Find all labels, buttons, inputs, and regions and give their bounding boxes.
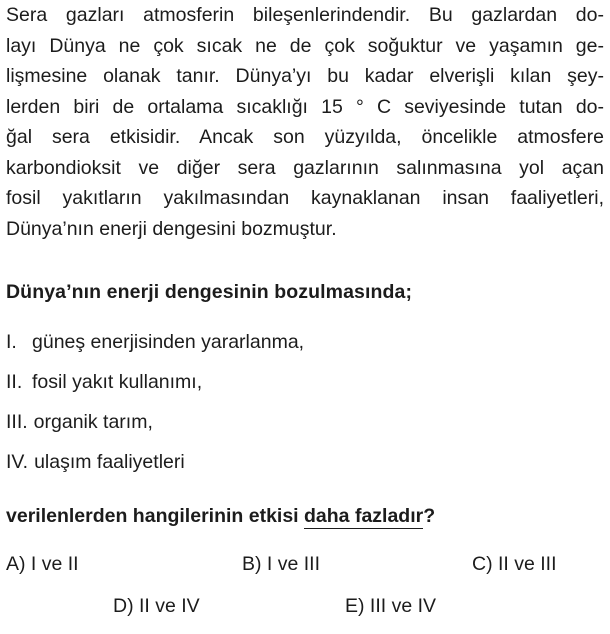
answer-choice-b[interactable]: B) I ve III: [242, 553, 321, 575]
item-number: IV.: [6, 451, 29, 473]
passage-line: layı Dünya ne çok sıcak ne de çok soğuktur ve yaşamın ge-: [6, 34, 604, 57]
passage-line: ğal sera etkisidir. Ancak son yüzyılda, öncelikle atmosfere: [6, 126, 604, 148]
passage-line: lişmesine olanak tanır. Dünya’yı bu kadar elverişli kılan şey-: [6, 65, 604, 87]
item-text: güneş enerjisinden yararlanma,: [32, 331, 305, 353]
item-number: II.: [6, 371, 23, 393]
stem-mark: ?: [423, 505, 436, 527]
stem-text: verilenlerden hangilerinin etkisi: [6, 505, 305, 527]
item-number: III.: [6, 411, 28, 433]
passage-line: lerden biri de ortalama sıcaklığı 15 ° C seviyesinde tutan do-: [6, 95, 604, 118]
answer-choice-c[interactable]: C) II ve III: [472, 553, 557, 575]
item-text: organik tarım,: [33, 411, 153, 433]
passage-line: fosil yakıtların yakılmasından kaynaklanan insan faaliyetleri,: [6, 187, 604, 209]
question-lead: Dünya’nın enerji dengesinin bozulmasında;: [6, 281, 413, 303]
list-item: [6, 451, 185, 474]
list-item: [6, 411, 153, 434]
passage-line: Dünya’nın enerji dengesini bozmuştur.: [6, 217, 337, 240]
question-stem: [6, 505, 435, 528]
answer-choice-d[interactable]: D) II ve IV: [113, 595, 200, 617]
answer-choice-a[interactable]: A) I ve II: [6, 553, 79, 575]
stem-emphasis: daha fazladır: [304, 505, 424, 527]
passage-text: [6, 0, 604, 244]
item-text: ulaşım faaliyetleri: [34, 451, 185, 473]
item-number: I.: [6, 331, 17, 353]
passage-line: karbondioksit ve diğer sera gazlarının salınmasına yol açan: [6, 156, 604, 179]
list-item: [6, 331, 304, 354]
passage-line: Sera gazları atmosferin bileşenlerindendir. Bu gazlardan do-: [6, 4, 604, 26]
list-item: [6, 371, 202, 394]
answer-choice-e[interactable]: E) III ve IV: [345, 595, 437, 617]
item-text: fosil yakıt kullanımı,: [32, 371, 203, 393]
